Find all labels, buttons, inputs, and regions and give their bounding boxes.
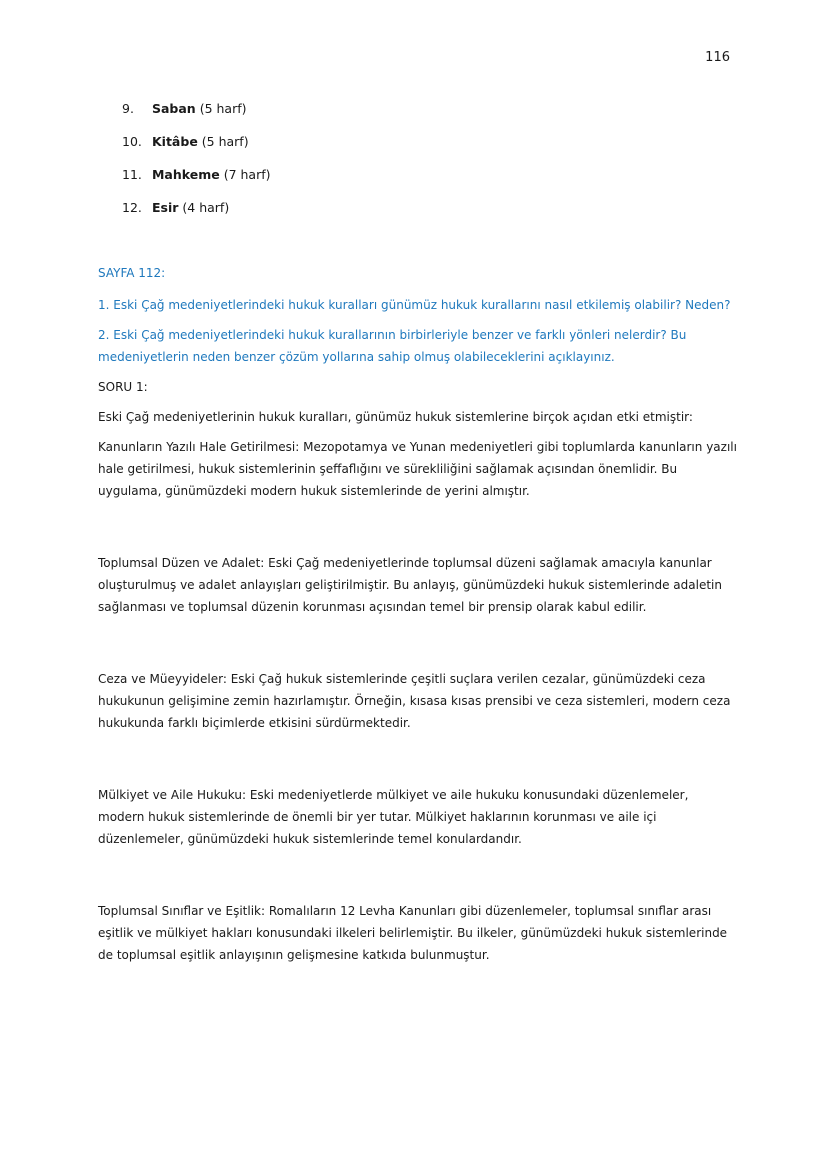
- topic-title: Kanunların Yazılı Hale Getirilmesi:: [98, 440, 300, 454]
- document-body: [98, 262, 738, 1016]
- topic-text: Eski medeniyetlerde mülkiyet ve aile hukuku konusundaki düzenlemeler, modern hukuk sistemlerinde de önemli bir yer tutar. Mülkiyet haklarının korunması ve aile içi düzenlemeler, günümüzdeki hukuk sistemlerinde temel konulardandır.: [98, 788, 689, 846]
- list-item: [122, 133, 271, 166]
- list-item: [122, 100, 271, 133]
- topic-paragraph: [98, 784, 738, 850]
- topic-text: Eski Çağ medeniyetlerinde toplumsal düzeni sağlamak amacıyla kanunlar oluşturulmuş ve adalet anlayışları geliştirilmiştir. Bu anlayış, günümüzdeki hukuk sistemlerinde adaletin sağlanması ve toplumsal düzenin korunması açısından temel bir prensip olarak kabul edilir.: [98, 556, 722, 614]
- topic-title: Toplumsal Düzen ve Adalet:: [98, 556, 265, 570]
- list-item-word: Saban: [151, 101, 196, 116]
- topic-text: Mezopotamya ve Yunan medeniyetleri gibi toplumlarda kanunların yazılı hale getirilmesi, hukuk sistemlerinin şeffaflığını ve sürekliliğini sağlamak açısından önemlidir. Bu uygulama, günümüzdeki modern hukuk sistemlerinde de yerini almıştır.: [98, 440, 737, 498]
- list-item-detail: (5 harf): [201, 134, 249, 149]
- list-item: [122, 199, 271, 232]
- list-item-detail: (4 harf): [182, 200, 230, 215]
- list-item-number: 9.: [122, 101, 134, 116]
- list-item-word: Mahkeme: [151, 167, 220, 182]
- topic-text: Romalıların 12 Levha Kanunları gibi düzenlemeler, toplumsal sınıflar arası eşitlik ve mülkiyet hakları konusundaki ilkeleri belirlemiştir. Bu ilkeler, günümüzdeki hukuk sistemlerinde de toplumsal eşitlik anlayışının gelişmesine katkıda bulunmuştur.: [98, 904, 728, 962]
- question-2: 2. Eski Çağ medeniyetlerindeki hukuk kurallarının birbirleriyle benzer ve farklı yönleri nelerdir? Bu medeniyetlerin neden benzer çözüm yollarına sahip olmuş olabileceklerini açıklayınız.: [98, 328, 687, 364]
- topic-title: Toplumsal Sınıflar ve Eşitlik:: [98, 904, 266, 918]
- question-1: 1. Eski Çağ medeniyetlerindeki hukuk kuralları günümüz hukuk kurallarını nasıl etkilemiş olabilir? Neden?: [98, 298, 731, 312]
- topic-paragraph: [98, 436, 738, 502]
- topic-paragraph: [98, 900, 738, 966]
- list-item-detail: (5 harf): [199, 101, 247, 116]
- list-item-number: 10.: [122, 134, 142, 149]
- word-list: [122, 100, 271, 232]
- topic-title: Mülkiyet ve Aile Hukuku:: [98, 788, 246, 802]
- topic-paragraph: [98, 668, 738, 734]
- list-item-number: 11.: [122, 167, 142, 182]
- topic-text: Eski Çağ hukuk sistemlerinde çeşitli suçlara verilen cezalar, günümüzdeki ceza hukukunun gelişimine zemin hazırlamıştır. Örneğin, kısasa kısas prensibi ve ceza sistemleri, modern ceza hukukunda farklı biçimlerde etkisini sürdürmektedir.: [98, 672, 731, 730]
- list-item-detail: (7 harf): [223, 167, 271, 182]
- list-item-word: Kitâbe: [151, 134, 198, 149]
- list-item-number: 12.: [122, 200, 142, 215]
- topic-paragraph: [98, 552, 738, 618]
- topic-title: Ceza ve Müeyyideler:: [98, 672, 227, 686]
- page-number: 116: [705, 50, 730, 65]
- intro-paragraph: Eski Çağ medeniyetlerinin hukuk kuralları, günümüz hukuk sistemlerine birçok açıdan etki etmiştir:: [98, 410, 693, 424]
- list-item-word: Esir: [151, 200, 179, 215]
- list-item: [122, 166, 271, 199]
- answer-label: SORU 1:: [98, 380, 148, 394]
- section-title: SAYFA 112:: [98, 266, 166, 280]
